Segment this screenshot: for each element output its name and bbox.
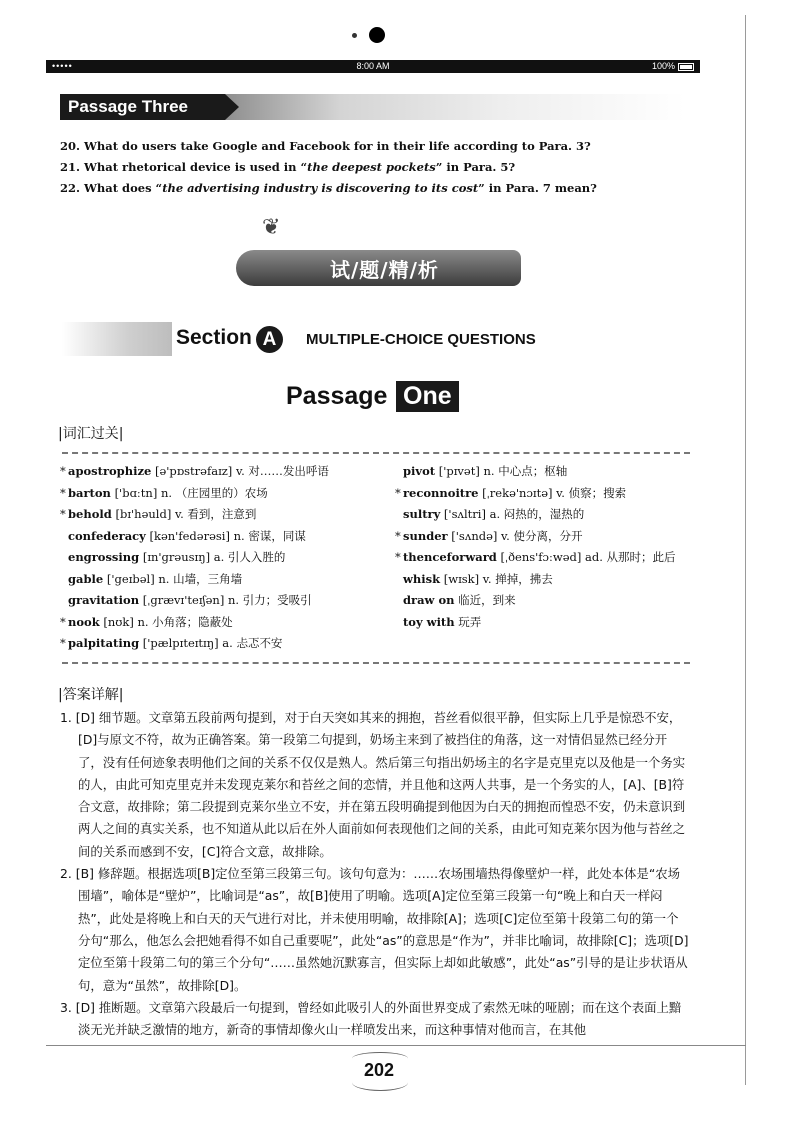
footer-divider — [46, 1045, 746, 1046]
vocab-word: apostrophize — [68, 464, 152, 478]
vocab-word: nook — [68, 614, 100, 629]
vocab-word: reconnoitre — [403, 485, 479, 500]
vocab-heading: |词汇过关| — [58, 426, 124, 442]
vocab-definition: [ˌðens'fɔːwəd] ad. 从那时；此后 — [500, 550, 676, 564]
vocab-entry — [60, 614, 329, 636]
vocab-word: engrossing — [68, 550, 140, 564]
vocab-definition: ['pælpɪteɪtɪŋ] a. 忐忑不安 — [142, 636, 283, 650]
vocab-bottom-divider — [62, 662, 690, 664]
vocab-entry — [395, 571, 676, 593]
vocab-entry — [60, 463, 329, 485]
vocab-entry — [60, 592, 329, 614]
vocab-entry — [60, 506, 329, 528]
vocab-definition: ['pɪvət] n. 中心点；枢轴 — [438, 464, 568, 478]
vocab-word: confederacy — [68, 528, 146, 543]
vocab-definition: [nʊk] n. 小角落；隐蔽处 — [103, 614, 233, 629]
sprout-icon: ❦ — [262, 215, 281, 240]
camera-sensor-icon — [352, 33, 357, 38]
vocab-mark: * — [60, 464, 66, 478]
vocab-entry — [60, 571, 329, 593]
vocab-entry — [395, 549, 676, 571]
page-number: 202 — [364, 1060, 395, 1080]
answer-1: 1. [D] 细节题。文章第五段前两句提到，对于白天突如其来的拥抱，苔丝看似很平静，但实际上几乎是惊恐不安，[D]与原文不符，故为正确答案。第一段第二句提到，奶场主来到了被挡住的角落，这一对情侣显然已经分开了，没有任何迹象表明他们之间的关系不仅仅是熟人。然后第三句指出奶场主的名字是克里克以及他是一个务实的人，由此可知克里克并未发现克莱尔和苔丝之间的恋情，并且他和这两人共事，是一个务实的人，[A]、[B]符合文意，故排除；第二段提到克莱尔坐立不安，并在第五段明确提到他因为白天的拥抱而惶恐不安，仍未意识到两人之间的真实关系，也不知道从此以后在外人面前如何表现他们之间的关系，由此可知克莱尔因为他与苔丝之间的关系而感到不安，[C]符合文意，故排除。 — [60, 710, 686, 859]
answer-3: 3. [D] 推断题。文章第六段最后一句提到，曾经如此吸引人的外面世界变成了索然无味的哑剧；而在这个表面上黯淡无光并缺乏激情的地方，新奇的事情却像火山一样喷发出来，而这种事情对他而言，在其他 — [60, 999, 682, 1038]
vocab-mark: * — [60, 614, 66, 629]
vocab-definition: ['bɑːtn] n. （庄园里的）农场 — [114, 485, 268, 500]
vocab-word: pivot — [403, 464, 436, 478]
status-bar — [46, 60, 700, 73]
vocab-entry — [60, 635, 329, 657]
vocab-definition: [kən'fedərəsi] n. 密谋，同谋 — [149, 528, 306, 543]
camera-icon — [369, 27, 385, 43]
vocab-entry — [395, 592, 676, 614]
vocab-definition: 玩弄 — [458, 614, 482, 629]
heading-fade-decoration — [225, 94, 685, 120]
vocab-word: barton — [68, 485, 111, 500]
section-letter-badge: A — [256, 326, 283, 353]
signal-indicator: ••••• — [52, 61, 73, 71]
page-edge-line — [745, 15, 746, 1085]
vocab-entry — [60, 528, 329, 550]
vocab-definition: [wɪsk] v. 掸掉，拂去 — [443, 571, 553, 586]
section-label: Section — [176, 326, 252, 349]
page-number-arc-bottom — [352, 1074, 408, 1091]
passage-three-heading: Passage Three — [60, 94, 225, 120]
vocab-definition: [ə'pɒstrəfaɪz] v. 对……发出呼语 — [154, 464, 329, 478]
vocab-word: palpitating — [68, 636, 140, 650]
vocab-definition: ['sʌltri] a. 闷热的，湿热的 — [443, 507, 585, 521]
vocab-definition: [ˌrekə'nɔɪtə] v. 侦察；搜索 — [482, 485, 627, 500]
vocab-word: behold — [68, 507, 112, 521]
vocab-entry — [60, 485, 329, 507]
vocab-mark: * — [60, 636, 66, 650]
vocab-definition: ['sʌndə] v. 使分离，分开 — [451, 528, 583, 543]
vocab-entry — [395, 485, 676, 507]
passage-label: Passage — [286, 382, 388, 410]
vocab-mark: * — [60, 507, 66, 521]
question-21: 21. What rhetorical device is used in “the deepest pockets” in Para. 5? — [60, 160, 516, 174]
passage-number-badge: One — [396, 381, 459, 412]
vocab-definition: [ɪn'grəusɪŋ] a. 引人入胜的 — [142, 550, 286, 564]
section-fade-decoration — [62, 322, 172, 356]
vocab-mark: * — [395, 550, 401, 564]
vocab-word: gable — [68, 571, 104, 586]
vocab-word: toy with — [403, 614, 455, 629]
analysis-logo-text: 试/题/精/析 — [330, 258, 439, 282]
vocab-word: gravitation — [68, 593, 140, 607]
answers-list — [60, 707, 690, 1041]
vocab-definition: ['geɪbəl] n. 山墙，三角墙 — [106, 571, 243, 586]
section-title: MULTIPLE-CHOICE QUESTIONS — [306, 331, 536, 348]
vocab-top-divider — [62, 452, 690, 454]
status-time: 8:00 AM — [356, 61, 390, 71]
vocab-entry — [395, 528, 676, 550]
vocab-definition: [ˌgrævɪ'teɪʃən] n. 引力；受吸引 — [142, 593, 312, 607]
vocab-right-column — [395, 463, 676, 635]
vocab-entry — [395, 506, 676, 528]
battery-icon — [678, 63, 694, 71]
vocab-entry — [60, 549, 329, 571]
question-22: 22. What does “the advertising industry is discovering to its cost” in Para. 7 mean? — [60, 181, 597, 195]
vocab-word: draw on — [403, 593, 455, 607]
battery-status: 100% — [652, 60, 694, 73]
vocab-word: sunder — [403, 528, 448, 543]
answer-2: 2. [B] 修辞题。根据选项[B]定位至第三段第三句。该句句意为：……农场围墙热得像壁炉一样，此处本体是“农场围墙”，喻体是“壁炉”，比喻词是“as”，故[B]使用了明喻。选项[A]定位至第三段第一句“晚上和白天一样闷热”，此处是将晚上和白天的天气进行对比，并未使用明喻，故排除[A]；选项[C]定位至第十段第二句的第一个分句“那么，他怎么会把她看得不如自己重要呢”，此处“as”的意思是“作为”，并非比喻词，故排除[C]；选项[D]定位至第十段第二句的第三个分句“……虽然她沉默寡言，但实际上却如此敏感”，此处“as”引导的是让步状语从句，意为“虽然”，故排除[D]。 — [60, 866, 689, 993]
vocab-mark: * — [395, 528, 401, 543]
vocab-word: thenceforward — [403, 550, 497, 564]
vocab-mark: * — [60, 485, 66, 500]
vocab-entry — [395, 614, 676, 636]
vocab-word: sultry — [403, 507, 441, 521]
vocab-left-column — [60, 463, 329, 657]
answers-heading: |答案详解| — [58, 687, 124, 703]
vocab-mark: * — [395, 485, 401, 500]
question-20: 20. What do users take Google and Facebook for in their life according to Para. 3? — [60, 139, 591, 153]
vocab-entry — [395, 463, 676, 485]
vocab-word: whisk — [403, 571, 441, 586]
vocab-definition: [bɪ'həuld] v. 看到，注意到 — [115, 507, 257, 521]
vocab-definition: 临近，到来 — [458, 593, 516, 607]
